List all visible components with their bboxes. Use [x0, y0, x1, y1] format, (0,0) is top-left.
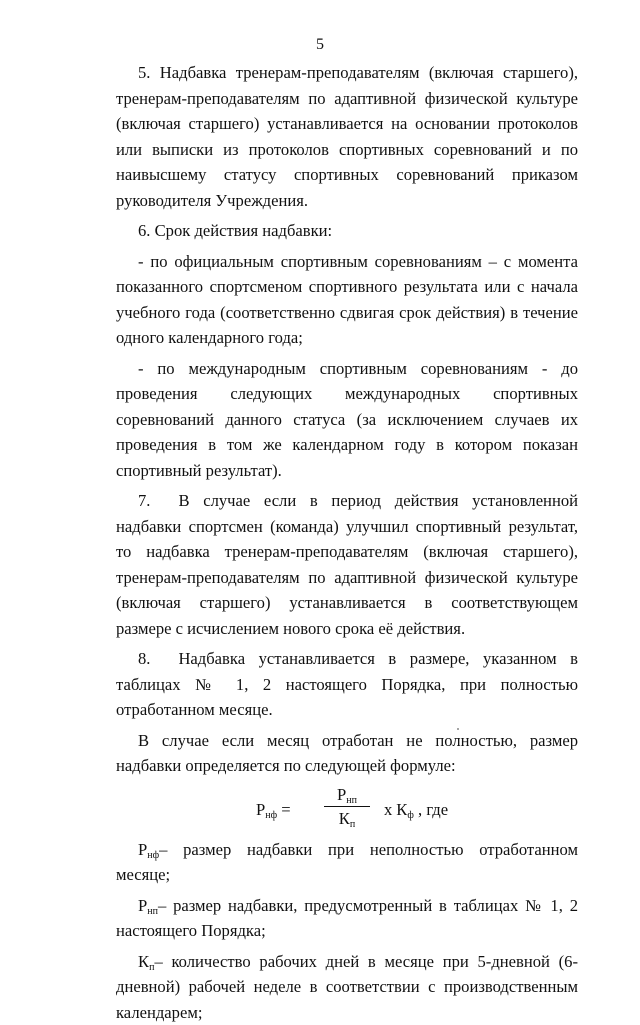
paragraph-8	[116, 646, 578, 723]
formula-numerator: $Р_{нп}$	[324, 785, 370, 805]
page-number: 5	[0, 36, 640, 54]
formula-multiplier: х $К_ф$ , где	[384, 797, 448, 823]
formula-fraction	[324, 785, 370, 829]
document-body	[116, 60, 578, 1025]
formula-denominator: $К_п$	[324, 809, 370, 829]
fraction-bar	[324, 806, 370, 807]
paragraph-partial-month: В случае если месяц отработан не полностью, размер надбавки определяется по следующей формуле:	[116, 728, 578, 779]
definition-kp: $К_п-$ количество рабочих дней в месяце при 5-дневной (6-дневной) рабочей неделе в соответствии с производственным календарем;	[116, 949, 578, 1025]
paragraph-6-item-official: - по официальным спортивным соревнованиям – с момента показанного спортсменом спортивного результата или с начала учебного года (соответственно сдвигая срок действия) в течение одного календарного года;	[116, 249, 578, 351]
paragraph-6-heading: 6. Срок действия надбавки:	[116, 218, 578, 244]
paragraph-7-text: В случае если в период действия установленной надбавки спортсмен (команда) улучшил спортивный результат, то надбавка тренерам-преподавателям (включая старшего), тренерам-преподавателям по адаптивной физической культуре (включая старшего) устанавливается в соответствующем размере с исчислением нового срока её действия.	[116, 491, 578, 638]
formula-lhs: $Р_{нф}$ =	[256, 797, 291, 823]
paragraph-8-text: Надбавка устанавливается в размере, указанном в таблицах № 1, 2 настоящего Порядка, при полностью отработанном месяце.	[116, 649, 578, 719]
paragraph-6-item-international: - по международным спортивным соревнованиям - до проведения следующих международных спортивных соревнований данного статуса (за исключением случаев их проведения в том же календарном году в котором показан спортивный результат).	[116, 356, 578, 484]
definition-rnp: $Р_{нп}-$ размер надбавки, предусмотренный в таблицах № 1, 2 настоящего Порядка;	[116, 893, 578, 944]
paragraph-7	[116, 488, 578, 641]
scan-dot	[457, 728, 459, 730]
formula	[116, 785, 578, 837]
paragraph-8-number: 8.	[138, 649, 150, 668]
paragraph-5: 5. Надбавка тренерам-преподавателям (включая старшего), тренерам-преподавателям по адаптивной физической культуре (включая старшего) устанавливается на основании протоколов или выписки из протоколов спортивных соревнований и по наивысшему статусу спортивных соревнований приказом руководителя Учреждения.	[116, 60, 578, 213]
definition-rnf: $Р_{нф}-$ размер надбавки при неполностью отработанном месяце;	[116, 837, 578, 888]
paragraph-7-number: 7.	[138, 491, 150, 510]
